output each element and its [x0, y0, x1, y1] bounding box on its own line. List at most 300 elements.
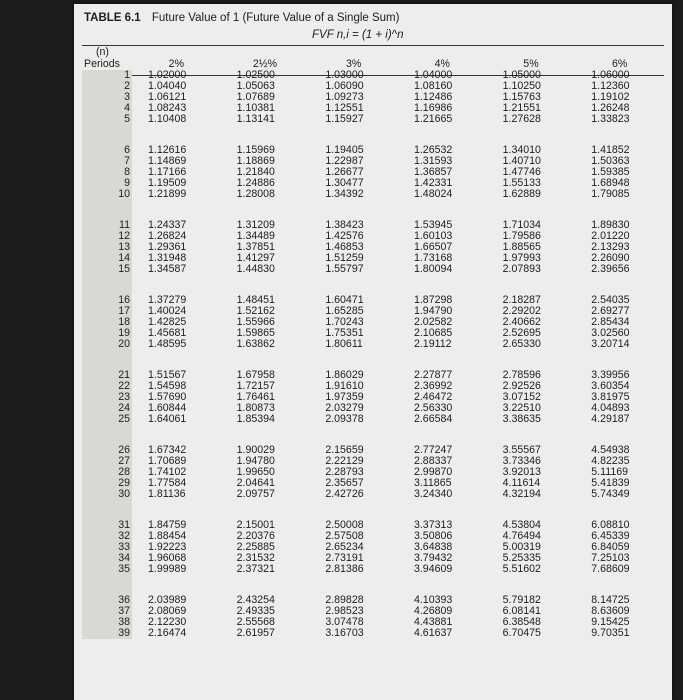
- value-cell: 1.06121: [148, 91, 187, 103]
- rate-header: 6%: [611, 58, 628, 70]
- spacer-cell: [309, 200, 398, 220]
- value-cell: 2.98523: [325, 605, 364, 617]
- value-cell: 3.02560: [591, 327, 630, 339]
- spacer-cell: [132, 275, 221, 295]
- value-cell: 2.73191: [325, 552, 364, 564]
- value-cell: 2.46472: [413, 391, 453, 403]
- value-cell: 1.38423: [325, 219, 364, 231]
- spacer-cell: [575, 575, 664, 595]
- spacer-cell: [575, 200, 664, 220]
- value-cell: 2.01220: [591, 230, 630, 242]
- value-cell: 3.81975: [591, 391, 630, 403]
- spacer-cell: [309, 500, 398, 520]
- value-cell: 2.15659: [325, 444, 364, 456]
- spacer-cell: [82, 575, 132, 595]
- value-cell: 2.50008: [325, 519, 364, 531]
- value-cell: 3.37313: [413, 519, 453, 531]
- value-cell: 1.10408: [148, 113, 187, 125]
- period-cell: 2: [82, 81, 132, 92]
- value-cell: 2.02582: [413, 316, 453, 328]
- value-cell: 4.43881: [413, 616, 453, 628]
- value-cell: 2.77247: [413, 444, 453, 456]
- value-cell: 1.02000: [148, 69, 187, 81]
- table-row: [82, 264, 664, 275]
- value-cell: 2.27877: [413, 369, 453, 381]
- value-cell: 2.29202: [502, 305, 541, 317]
- value-cell: 6.08141: [502, 605, 541, 617]
- value-cell: 1.92223: [148, 541, 187, 553]
- value-cell: 1.40710: [502, 155, 541, 167]
- value-cell: 6.08810: [591, 519, 630, 531]
- value-cell: 1.79085: [591, 188, 630, 200]
- value-cell: 2.03989: [148, 594, 187, 606]
- value-cell: 9.15425: [591, 616, 630, 628]
- spacer-cell: [82, 200, 132, 220]
- textbook-page: [74, 4, 672, 700]
- value-cell: 1.68948: [591, 177, 630, 189]
- period-cell: 29: [82, 478, 132, 489]
- spacer-cell: [487, 125, 576, 145]
- value-cell: 1.13141: [236, 113, 275, 125]
- value-cell: 2.69277: [591, 305, 630, 317]
- table-caption: Future Value of 1 (Future Value of a Single Sum): [151, 12, 400, 24]
- period-cell: 22: [82, 381, 132, 392]
- value-cell: 1.89830: [591, 219, 630, 231]
- value-cell: 2.37321: [236, 563, 275, 575]
- value-cell: 1.34587: [148, 263, 187, 275]
- spacer-cell: [132, 500, 221, 520]
- value-cell: 1.67958: [236, 369, 275, 381]
- group-spacer: [82, 575, 664, 595]
- value-cell: 4.61637: [413, 627, 453, 639]
- value-cell: 1.33823: [591, 113, 630, 125]
- value-cell: 2.31532: [236, 552, 275, 564]
- spacer-cell: [487, 425, 576, 445]
- spacer-cell: [221, 575, 310, 595]
- value-cell: 1.21899: [148, 188, 187, 200]
- period-cell: 16: [82, 295, 132, 306]
- value-cell: 1.48595: [148, 338, 187, 350]
- value-cell: 1.96068: [148, 552, 187, 564]
- header-row: [82, 46, 664, 70]
- value-cell: 1.77584: [148, 477, 187, 489]
- value-cell: 2.66584: [413, 413, 453, 425]
- value-cell: 2.36992: [413, 380, 453, 392]
- value-cell: 2.49335: [236, 605, 275, 617]
- value-cell: 2.07893: [502, 263, 541, 275]
- spacer-cell: [82, 425, 132, 445]
- value-cell: 2.08069: [148, 605, 187, 617]
- period-cell: 25: [82, 414, 132, 425]
- period-cell: 35: [82, 564, 132, 575]
- value-cell: 3.11865: [413, 477, 452, 489]
- value-cell: 1.70689: [148, 455, 187, 467]
- spacer-cell: [132, 425, 221, 445]
- value-cell: 3.20714: [591, 338, 630, 350]
- value-cell: 2.65330: [502, 338, 541, 350]
- period-cell: 28: [82, 467, 132, 478]
- value-cell: 1.06000: [591, 69, 630, 81]
- period-cell: 20: [82, 339, 132, 350]
- value-cell: 1.64061: [148, 413, 187, 425]
- value-cell: 1.55797: [325, 263, 364, 275]
- value-cell: 1.15763: [502, 91, 541, 103]
- value-cell: 2.61957: [236, 627, 275, 639]
- value-cell: 5.00319: [502, 541, 541, 553]
- group-spacer: [82, 275, 664, 295]
- table-formula: FVF n,i = (1 + i)^n: [312, 29, 404, 41]
- value-cell: 1.29361: [148, 241, 187, 253]
- period-cell: 23: [82, 392, 132, 403]
- value-cell: 1.05063: [236, 80, 275, 92]
- value-cell: 5.79182: [502, 594, 541, 606]
- value-cell: 1.70243: [325, 316, 364, 328]
- value-cell: 3.55567: [502, 444, 541, 456]
- spacer-cell: [309, 125, 398, 145]
- value-cell: 2.81386: [325, 563, 364, 575]
- value-cell: 1.12551: [325, 102, 364, 114]
- spacer-cell: [575, 350, 664, 370]
- period-cell: 6: [82, 145, 132, 156]
- value-cell: 1.21665: [413, 113, 453, 125]
- period-cell: 27: [82, 456, 132, 467]
- period-cell: 7: [82, 156, 132, 167]
- value-cell: 2.26090: [591, 252, 630, 264]
- value-cell: 2.52695: [502, 327, 541, 339]
- value-cell: 3.38635: [502, 413, 541, 425]
- value-cell: 3.07478: [325, 616, 364, 628]
- value-cell: 2.10685: [413, 327, 453, 339]
- value-cell: 1.37279: [148, 294, 187, 306]
- value-cell: 2.18287: [502, 294, 541, 306]
- period-cell: 39: [82, 628, 132, 639]
- value-cell: 1.04000: [413, 69, 453, 81]
- spacer-cell: [398, 200, 487, 220]
- value-cell: 3.60354: [591, 380, 630, 392]
- value-cell: 2.03279: [325, 402, 364, 414]
- value-cell: 5.51602: [502, 563, 541, 575]
- period-cell: 32: [82, 531, 132, 542]
- rate-header: 3%: [345, 58, 362, 70]
- period-cell: 21: [82, 370, 132, 381]
- value-cell: 3.24340: [413, 488, 453, 500]
- value-cell: 1.80873: [236, 402, 275, 414]
- spacer-cell: [221, 200, 310, 220]
- value-cell: 2.25885: [236, 541, 275, 553]
- value-cell: 1.99650: [236, 466, 275, 478]
- group-spacer: [82, 425, 664, 445]
- value-cell: 1.60103: [413, 230, 453, 242]
- spacer-cell: [487, 350, 576, 370]
- period-cell: 36: [82, 595, 132, 606]
- value-cell: 2.42726: [325, 488, 364, 500]
- value-cell: 1.73168: [413, 252, 453, 264]
- value-cell: 1.24886: [236, 177, 275, 189]
- value-cell: 2.78596: [502, 369, 541, 381]
- value-cell: 2.43254: [236, 594, 275, 606]
- period-cell: 19: [82, 328, 132, 339]
- value-cell: 2.65234: [325, 541, 364, 553]
- value-cell: 1.42825: [148, 316, 187, 328]
- value-cell: 1.26532: [413, 144, 453, 156]
- spacer-cell: [487, 575, 576, 595]
- value-cell: 5.11169: [591, 466, 629, 478]
- value-cell: 2.09757: [236, 488, 275, 500]
- spacer-cell: [487, 200, 576, 220]
- value-cell: 1.47746: [502, 166, 541, 178]
- period-header-n: (n): [96, 46, 109, 58]
- group-spacer: [82, 200, 664, 220]
- spacer-cell: [309, 575, 398, 595]
- value-cell: 1.84759: [148, 519, 187, 531]
- value-cell: 3.92013: [502, 466, 541, 478]
- value-cell: 2.09378: [325, 413, 364, 425]
- value-cell: 3.50806: [413, 530, 453, 542]
- value-cell: 1.45681: [148, 327, 187, 339]
- value-cell: 2.15001: [236, 519, 275, 531]
- value-cell: 5.25335: [502, 552, 541, 564]
- value-cell: 1.31593: [413, 155, 453, 167]
- rate-header: 4%: [434, 58, 450, 70]
- value-cell: 1.60471: [325, 294, 364, 306]
- value-cell: 1.57690: [148, 391, 187, 403]
- value-cell: 1.50363: [591, 155, 630, 167]
- table-row: [82, 489, 664, 500]
- value-cell: 1.72157: [236, 380, 275, 392]
- value-cell: 7.25103: [591, 552, 630, 564]
- table-row: [82, 189, 664, 200]
- value-cell: 1.41297: [236, 252, 275, 264]
- table-body: [82, 70, 664, 639]
- spacer-cell: [132, 575, 221, 595]
- value-cell: 6.45339: [591, 530, 630, 542]
- value-cell: 1.59865: [236, 327, 275, 339]
- value-cell: 1.48024: [413, 188, 453, 200]
- period-cell: 3: [82, 92, 132, 103]
- value-cell: 6.38548: [502, 616, 541, 628]
- value-cell: 3.64838: [413, 541, 453, 553]
- value-cell: 1.44830: [236, 263, 275, 275]
- period-header-label: Periods: [84, 58, 120, 70]
- period-cell: 5: [82, 114, 132, 125]
- table-title: [84, 12, 399, 24]
- value-cell: 1.67342: [148, 444, 187, 456]
- value-cell: 8.63609: [591, 605, 630, 617]
- period-cell: 24: [82, 403, 132, 414]
- period-cell: 34: [82, 553, 132, 564]
- value-cell: 1.26248: [591, 102, 630, 114]
- value-cell: 1.94780: [236, 455, 275, 467]
- value-cell: 7.68609: [591, 563, 630, 575]
- value-cell: 1.26824: [148, 230, 187, 242]
- value-cell: 1.12486: [413, 91, 453, 103]
- value-cell: 1.30477: [325, 177, 364, 189]
- value-cell: 1.27628: [502, 113, 541, 125]
- period-header: [82, 46, 132, 70]
- value-cell: 1.65285: [325, 305, 364, 317]
- spacer-cell: [575, 125, 664, 145]
- value-cell: 1.22987: [325, 155, 364, 167]
- value-cell: 2.12230: [148, 616, 187, 628]
- value-cell: 1.19405: [325, 144, 364, 156]
- period-cell: 18: [82, 317, 132, 328]
- value-cell: 1.55966: [236, 316, 275, 328]
- value-cell: 4.04893: [591, 402, 630, 414]
- period-cell: 31: [82, 520, 132, 531]
- value-cell: 1.81136: [148, 488, 186, 500]
- value-cell: 6.84059: [591, 541, 630, 553]
- value-cell: 2.85434: [591, 316, 630, 328]
- table-row: [82, 114, 664, 125]
- value-cell: 1.15969: [236, 144, 275, 156]
- value-cell: 1.51259: [325, 252, 364, 264]
- spacer-cell: [82, 275, 132, 295]
- value-cell: 1.74102: [148, 466, 187, 478]
- table-number: TABLE 6.1: [84, 12, 141, 24]
- value-cell: 1.07689: [236, 91, 275, 103]
- value-cell: 3.39956: [591, 369, 630, 381]
- spacer-cell: [221, 125, 310, 145]
- spacer-cell: [82, 125, 132, 145]
- period-cell: 17: [82, 306, 132, 317]
- value-cell: 2.35657: [325, 477, 364, 489]
- value-cell: 1.10250: [502, 80, 541, 92]
- value-cell: 1.24337: [148, 219, 187, 231]
- value-cell: 1.21551: [502, 102, 541, 114]
- value-cell: 4.26809: [413, 605, 453, 617]
- spacer-cell: [132, 125, 221, 145]
- spacer-cell: [398, 350, 487, 370]
- value-cell: 1.18869: [236, 155, 275, 167]
- value-cell: 1.12616: [148, 144, 187, 156]
- spacer-cell: [398, 500, 487, 520]
- value-cell: 2.40662: [502, 316, 541, 328]
- value-cell: 1.14869: [148, 155, 187, 167]
- value-cell: 1.66507: [413, 241, 453, 253]
- spacer-cell: [309, 350, 398, 370]
- value-cell: 6.70475: [502, 627, 541, 639]
- value-cell: 1.80611: [325, 338, 363, 350]
- value-cell: 4.29187: [591, 413, 630, 425]
- value-cell: 2.28793: [325, 466, 364, 478]
- value-cell: 1.79586: [502, 230, 541, 242]
- period-cell: 8: [82, 167, 132, 178]
- value-cell: 8.14725: [591, 594, 630, 606]
- period-cell: 30: [82, 489, 132, 500]
- value-cell: 2.56330: [413, 402, 453, 414]
- value-cell: 2.13293: [591, 241, 630, 253]
- value-cell: 2.89828: [325, 594, 364, 606]
- value-cell: 1.55133: [502, 177, 541, 189]
- value-cell: 3.16703: [325, 627, 364, 639]
- value-cell: 2.20376: [236, 530, 275, 542]
- value-cell: 4.11614: [502, 477, 541, 489]
- value-cell: 1.19102: [591, 91, 630, 103]
- value-cell: 5.41839: [591, 477, 630, 489]
- value-cell: 4.76494: [502, 530, 541, 542]
- spacer-cell: [82, 350, 132, 370]
- value-cell: 1.34010: [502, 144, 541, 156]
- value-cell: 1.34392: [325, 188, 364, 200]
- spacer-cell: [575, 425, 664, 445]
- value-cell: 1.52162: [236, 305, 275, 317]
- spacer-cell: [309, 425, 398, 445]
- value-cell: 2.16474: [148, 627, 187, 639]
- value-cell: 1.28008: [236, 188, 275, 200]
- value-cell: 1.36857: [413, 166, 453, 178]
- value-cell: 2.54035: [591, 294, 630, 306]
- spacer-cell: [487, 275, 576, 295]
- value-cell: 1.97359: [325, 391, 364, 403]
- value-cell: 1.60844: [148, 402, 187, 414]
- value-cell: 1.41852: [591, 144, 630, 156]
- value-cell: 1.26677: [325, 166, 364, 178]
- value-cell: 1.94790: [413, 305, 453, 317]
- value-cell: 1.10381: [236, 102, 275, 114]
- value-cell: 1.42331: [413, 177, 453, 189]
- value-cell: 1.21840: [236, 166, 275, 178]
- value-cell: 1.53945: [413, 219, 453, 231]
- group-spacer: [82, 500, 664, 520]
- value-cell: 3.94609: [413, 563, 453, 575]
- value-cell: 1.48451: [236, 294, 275, 306]
- value-cell: 1.51567: [148, 369, 187, 381]
- value-cell: 1.85394: [236, 413, 275, 425]
- value-cell: 3.73346: [502, 455, 541, 467]
- value-cell: 3.07152: [502, 391, 541, 403]
- value-cell: 1.09273: [325, 91, 364, 103]
- rate-header: 2½%: [252, 58, 278, 70]
- value-cell: 2.22129: [325, 455, 364, 467]
- spacer-cell: [398, 125, 487, 145]
- period-cell: 1: [82, 70, 132, 81]
- value-cell: 2.55568: [236, 616, 275, 628]
- period-cell: 33: [82, 542, 132, 553]
- value-cell: 2.39656: [591, 263, 630, 275]
- spacer-cell: [398, 575, 487, 595]
- value-cell: 2.88337: [413, 455, 453, 467]
- value-cell: 1.40024: [148, 305, 187, 317]
- value-cell: 2.99870: [413, 466, 453, 478]
- value-cell: 1.86029: [325, 369, 364, 381]
- value-cell: 1.05000: [502, 69, 541, 81]
- value-cell: 1.03000: [325, 69, 364, 81]
- value-cell: 4.32194: [502, 488, 541, 500]
- value-cell: 1.34489: [236, 230, 275, 242]
- value-cell: 1.75351: [325, 327, 364, 339]
- value-cell: 1.88565: [502, 241, 541, 253]
- value-cell: 1.04040: [148, 80, 187, 92]
- spacer-cell: [132, 350, 221, 370]
- period-cell: 26: [82, 445, 132, 456]
- value-cell: 1.80094: [413, 263, 453, 275]
- value-cell: 3.79432: [413, 552, 453, 564]
- value-cell: 1.31948: [148, 252, 187, 264]
- value-cell: 1.63862: [236, 338, 275, 350]
- value-cell: 1.02500: [236, 69, 275, 81]
- value-cell: 3.22510: [502, 402, 541, 414]
- value-cell: 1.71034: [502, 219, 541, 231]
- value-cell: 1.62889: [502, 188, 541, 200]
- spacer-cell: [575, 500, 664, 520]
- value-cell: 2.92526: [502, 380, 541, 392]
- value-cell: 1.16986: [413, 102, 453, 114]
- period-cell: 37: [82, 606, 132, 617]
- spacer-cell: [309, 275, 398, 295]
- value-cell: 1.90029: [236, 444, 275, 456]
- period-cell: 9: [82, 178, 132, 189]
- rate-header: 2%: [168, 58, 184, 70]
